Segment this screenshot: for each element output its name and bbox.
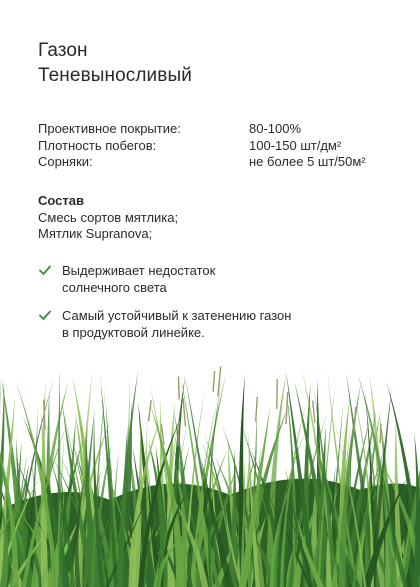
feature-line: Выдерживает недостаток xyxy=(62,263,216,278)
check-icon xyxy=(38,308,52,322)
check-icon xyxy=(38,263,52,277)
spec-value: 100-150 шт/дм² xyxy=(249,137,342,153)
spec-label: Проективное покрытие: xyxy=(38,121,181,136)
feature-item xyxy=(38,307,398,341)
specs-list xyxy=(38,121,398,171)
grass-seed-head xyxy=(354,407,356,433)
spec-row xyxy=(38,138,398,155)
composition-item: Мятлик Supranova; xyxy=(38,226,153,241)
spec-value: не более 5 шт/50м² xyxy=(249,154,366,169)
spec-row xyxy=(38,154,398,171)
grass-seed-head xyxy=(213,371,215,392)
grass-seed-head xyxy=(218,366,221,396)
grass-seed-head xyxy=(149,400,152,421)
features-list xyxy=(38,262,398,352)
feature-item xyxy=(38,262,398,296)
title-line-2: Теневыносливый xyxy=(38,65,192,86)
feature-line: солнечного света xyxy=(62,280,167,295)
grass-image xyxy=(0,360,420,587)
product-title xyxy=(38,38,192,88)
composition-item: Смесь сортов мятлика; xyxy=(38,209,179,225)
composition-section xyxy=(38,193,178,243)
title-line-1: Газон xyxy=(38,40,88,61)
grass-seed-head xyxy=(178,376,179,399)
feature-text xyxy=(62,262,215,296)
grass-seed-head xyxy=(286,392,288,424)
feature-text xyxy=(62,307,291,341)
grass-seed-head xyxy=(380,424,381,443)
feature-line: в продуктовой линейке. xyxy=(62,325,205,340)
feature-line: Самый устойчивый к затенению газон xyxy=(62,308,292,323)
composition-heading: Состав xyxy=(38,193,84,208)
grass-seed-head xyxy=(256,397,258,422)
spec-label: Сорняки: xyxy=(38,154,93,169)
grass-seed-head xyxy=(313,401,315,423)
spec-label: Плотность побегов: xyxy=(38,137,157,153)
spec-row xyxy=(38,121,398,138)
spec-value: 80-100% xyxy=(249,121,302,136)
